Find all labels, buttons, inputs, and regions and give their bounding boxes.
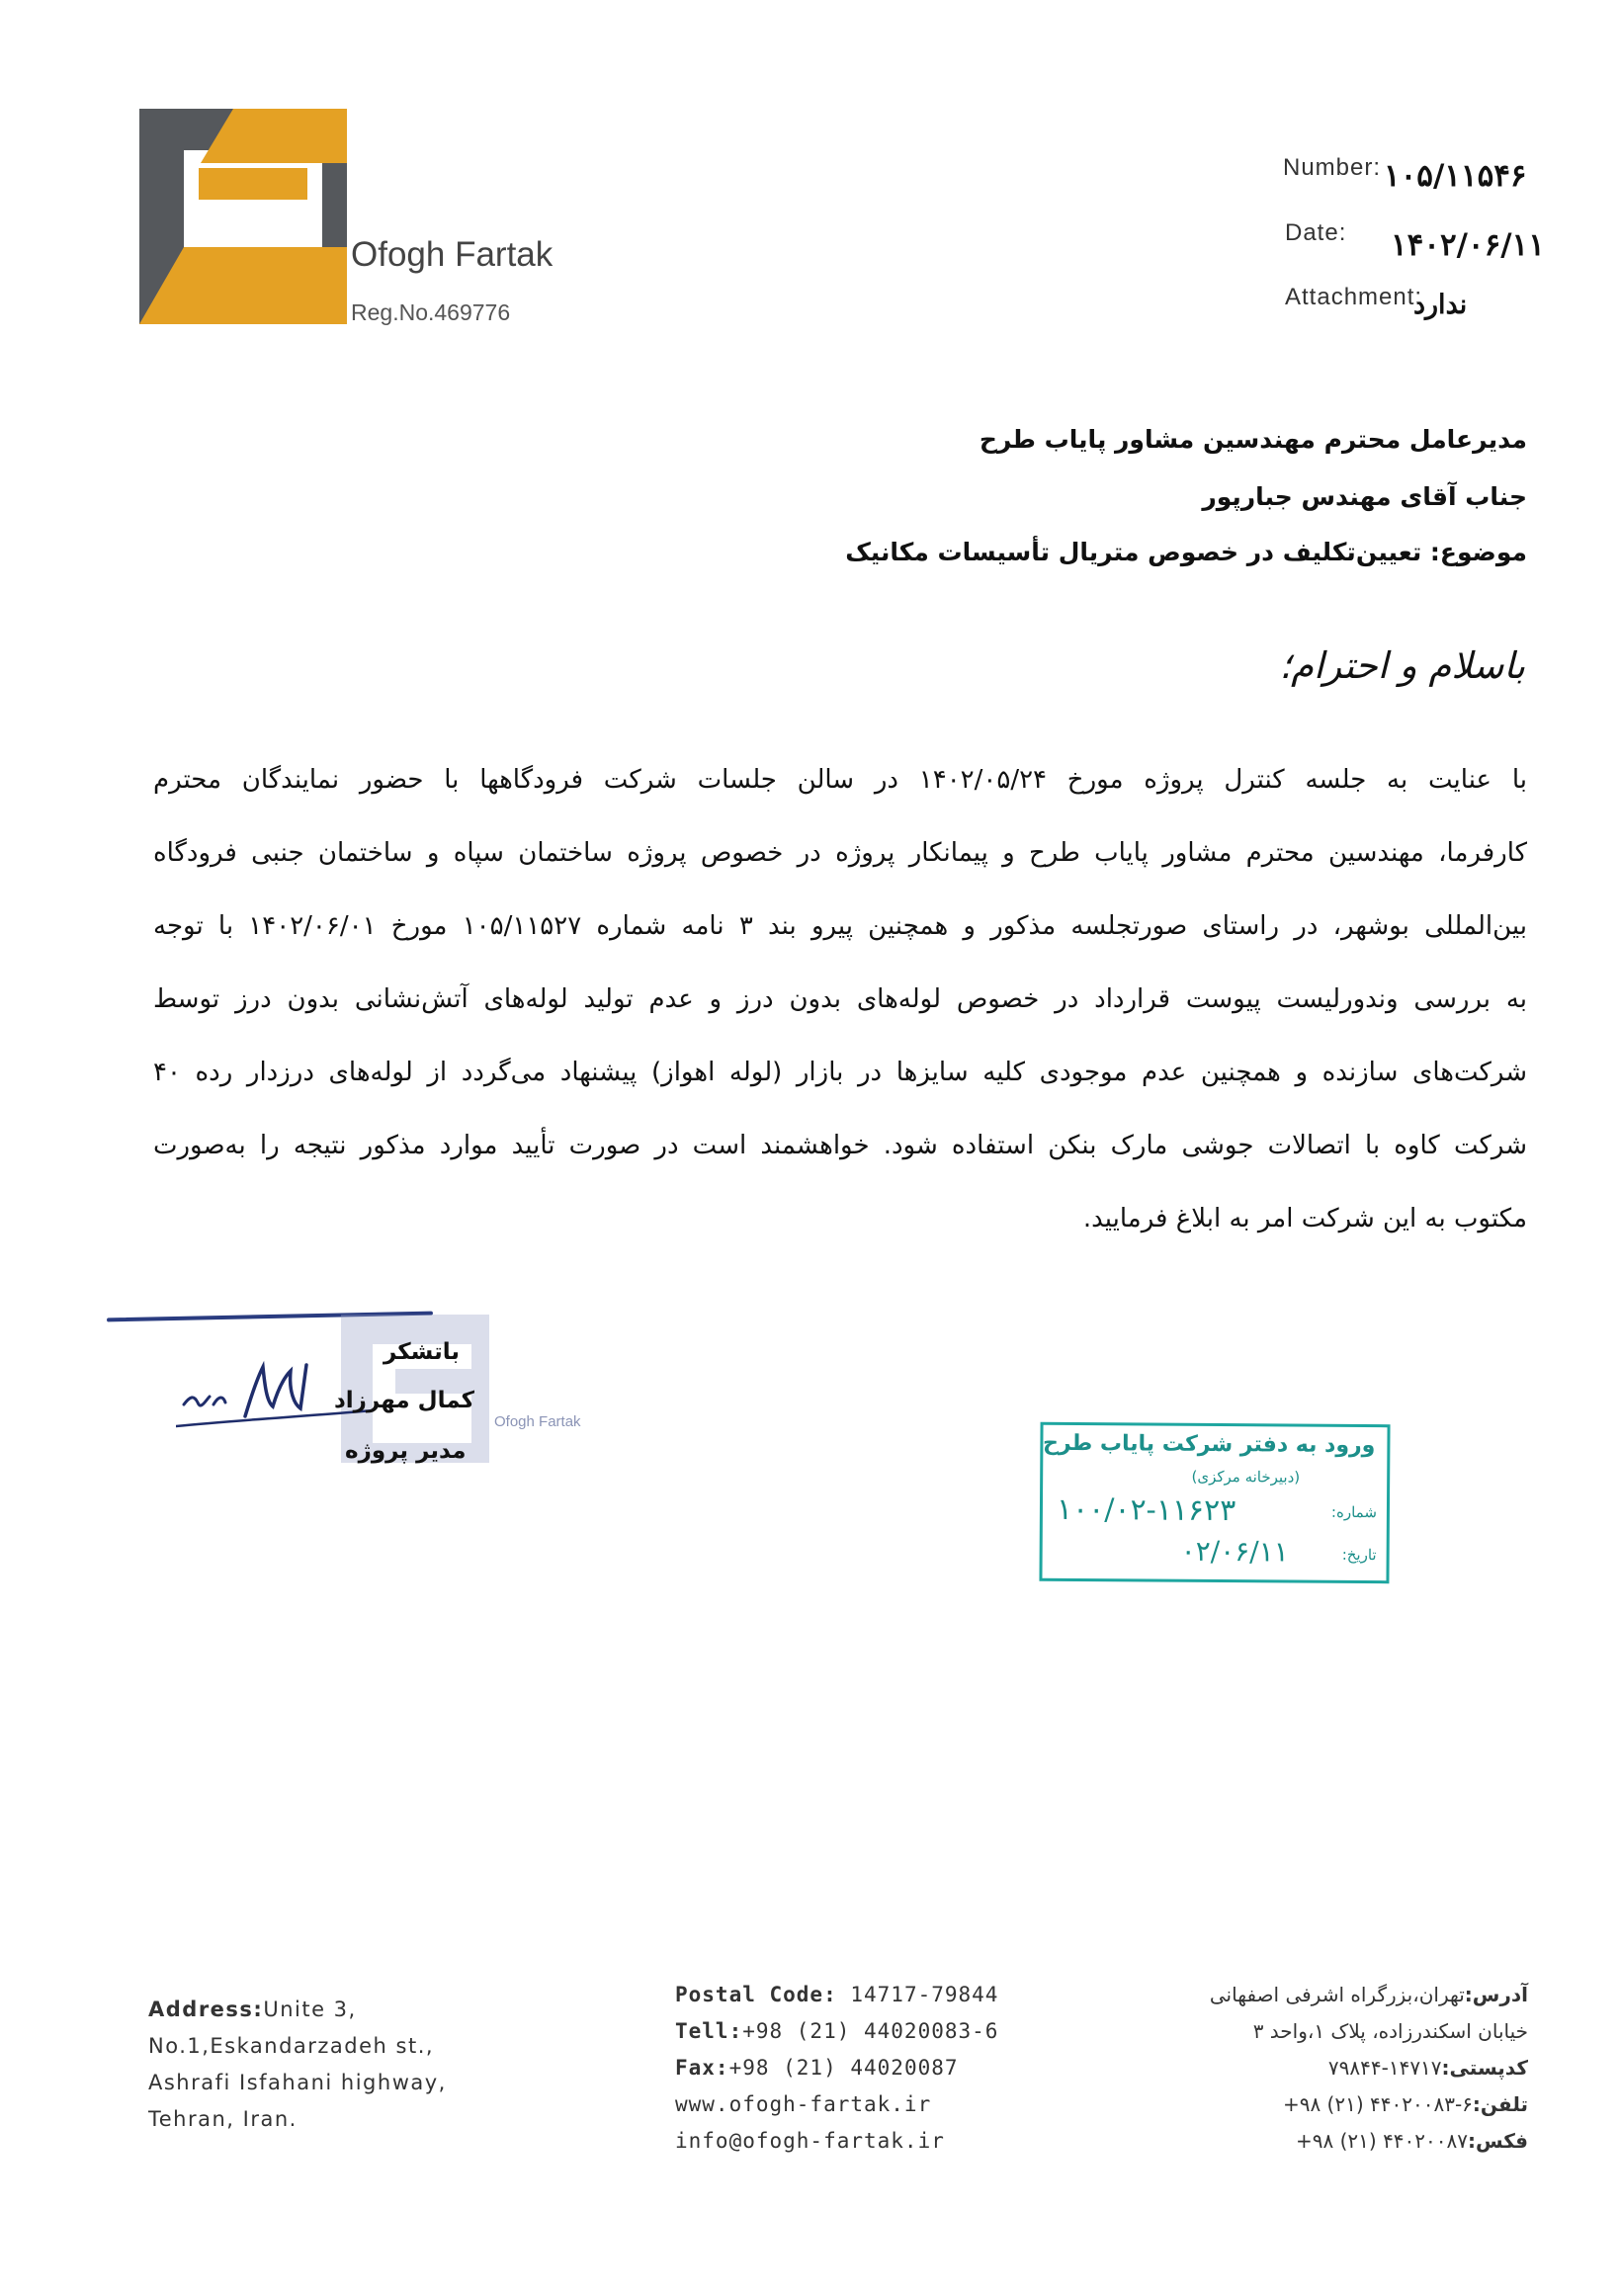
addressee-name: جناب آقای مهندس جبارپور — [1202, 482, 1527, 511]
body-line: به بررسی وندورلیست پیوست قرارداد در خصوص لوله‌های بدون درز و عدم تولید لوله‌های آتش‌نشانی بدون درز توسط — [153, 984, 1527, 1014]
receipt-stamp — [1039, 1422, 1390, 1583]
footer-address-line: Unite 3, — [263, 1998, 357, 2021]
footer-fa-address-label: آدرس: — [1464, 1983, 1528, 2006]
attachment-value: ندارد — [1413, 290, 1468, 320]
logo-white-notch — [243, 203, 320, 247]
body-line: شرکت کاوه با اتصالات جوشی مارک بنکن استفاده شود. خواهشمند است در صورت تأیید موارد مذکور نتیجه را به‌صورت — [153, 1131, 1527, 1160]
company-name: Ofogh Fartak — [351, 235, 554, 274]
footer-fa-address-line: تهران،بزرگراه اشرفی اصفهانی — [1209, 1983, 1465, 2006]
logo-orange-band-mid — [199, 168, 307, 200]
footer-contact — [675, 1977, 998, 2160]
footer-postal-label: Postal Code: — [675, 1983, 837, 2006]
letter-body — [153, 743, 1527, 1255]
receipt-stamp-subtitle: (دبیرخانه مرکزی) — [1191, 1467, 1301, 1487]
footer-fax-value: +98 (21) 44020087 — [728, 2056, 959, 2080]
footer-address-line: Ashrafi Isfahani highway, — [148, 2071, 447, 2094]
body-line: با عنایت به جلسه کنترل پروژه مورخ ۱۴۰۲/۰۵/۲۴ در سالن جلسات شرکت فرودگاهها با حضور نمایندگان محترم — [153, 765, 1527, 795]
addressee-title: مدیرعامل محترم مهندسین مشاور پایاب طرح — [979, 425, 1527, 454]
body-line: کارفرما، مهندسین محترم مشاور پایاب طرح و پیمانکار پروژه در خصوص پروژه ساختمان سپاه و ساختمان جنبی فرودگاه — [153, 838, 1527, 868]
body-line: مکتوب به این شرکت امر به ابلاغ فرمایید. — [1082, 1204, 1527, 1233]
footer-fa-postal-label: کدپستی: — [1441, 2056, 1528, 2080]
footer-website-link[interactable]: www.ofogh-fartak.ir — [675, 2092, 932, 2116]
subject-line: موضوع: تعیین‌تکلیف در خصوص متریال تأسیسات مکانیک — [845, 538, 1527, 566]
footer-postal-value: 14717-79844 — [850, 1983, 999, 2006]
footer-fa-fax-label: فکس: — [1468, 2129, 1528, 2153]
footer-fa-postal-value: ۱۴۷۱۷-۷۹۸۴۴ — [1327, 2056, 1442, 2080]
signatory-name: کمال مهرزاد — [334, 1388, 475, 1413]
footer-fa-address-line: خیابان اسکندرزاده، پلاک ۱،واحد ۳ — [1252, 2019, 1528, 2043]
footer-tel-value: +98 (21) 44020083-6 — [742, 2019, 999, 2043]
footer-fa-fax-value: ۴۴۰۲۰۰۸۷ (۲۱) ۹۸+ — [1295, 2129, 1468, 2153]
receipt-number-label: شماره: — [1330, 1502, 1377, 1522]
footer-persian-address — [1210, 1977, 1528, 2160]
body-line: شرکت‌های سازنده و همچنین عدم موجودی کلیه سایزها در بازار (لوله اهواز) پیشنهاد می‌گردد از لوله‌های درزدار رده ۴۰ — [153, 1058, 1527, 1087]
footer-address-line: No.1,Eskandarzadeh st., — [148, 2034, 435, 2058]
body-line: بین‌المللی بوشهر، در راستای صورتجلسه مذکور و همچنین پیرو بند ۳ نامه شماره ۱۰۵/۱۱۵۲۷ مورخ ۱۴۰۲/۰۶/۰۱ با توجه — [153, 911, 1528, 941]
number-label: Number: — [1283, 154, 1382, 181]
receipt-number-value: ۱۰۰/۰۲-۱۱۶۲۳ — [1056, 1491, 1236, 1529]
date-label: Date: — [1285, 219, 1347, 246]
receipt-date-value: ۰۲/۰۶/۱۱ — [1180, 1534, 1289, 1569]
footer-fax-label: Fax: — [675, 2056, 729, 2080]
footer-email-link[interactable]: info@ofogh-fartak.ir — [675, 2129, 945, 2153]
footer-fa-tel-value: ۶-۴۴۰۲۰۰۸۳ (۲۱) ۹۸+ — [1282, 2092, 1473, 2116]
company-logo — [139, 109, 347, 324]
signatory-title: مدیر پروژه — [345, 1438, 467, 1464]
date-value: ۱۴۰۲/۰۶/۱۱ — [1391, 227, 1545, 263]
stamp-company-name: Ofogh Fartak — [494, 1413, 581, 1430]
signature-thanks: باتشکر — [383, 1339, 460, 1365]
receipt-stamp-title: ورود به دفتر شرکت پایاب طرح — [1042, 1430, 1376, 1459]
registration-number: Reg.No.469776 — [351, 299, 511, 325]
footer-tel-label: Tell: — [675, 2019, 743, 2043]
number-value: ۱۰۵/۱۱۵۴۶ — [1384, 158, 1527, 194]
attachment-label: Attachment: — [1285, 284, 1423, 310]
footer-fa-tel-label: تلفن: — [1472, 2092, 1528, 2116]
footer-english-address — [148, 1992, 447, 2138]
footer-address-line: Tehran, Iran. — [148, 2107, 298, 2131]
greeting: باسلام و احترام؛ — [1279, 644, 1525, 687]
receipt-date-label: تاریخ: — [1341, 1545, 1377, 1565]
footer-address-label: Address: — [148, 1998, 264, 2021]
